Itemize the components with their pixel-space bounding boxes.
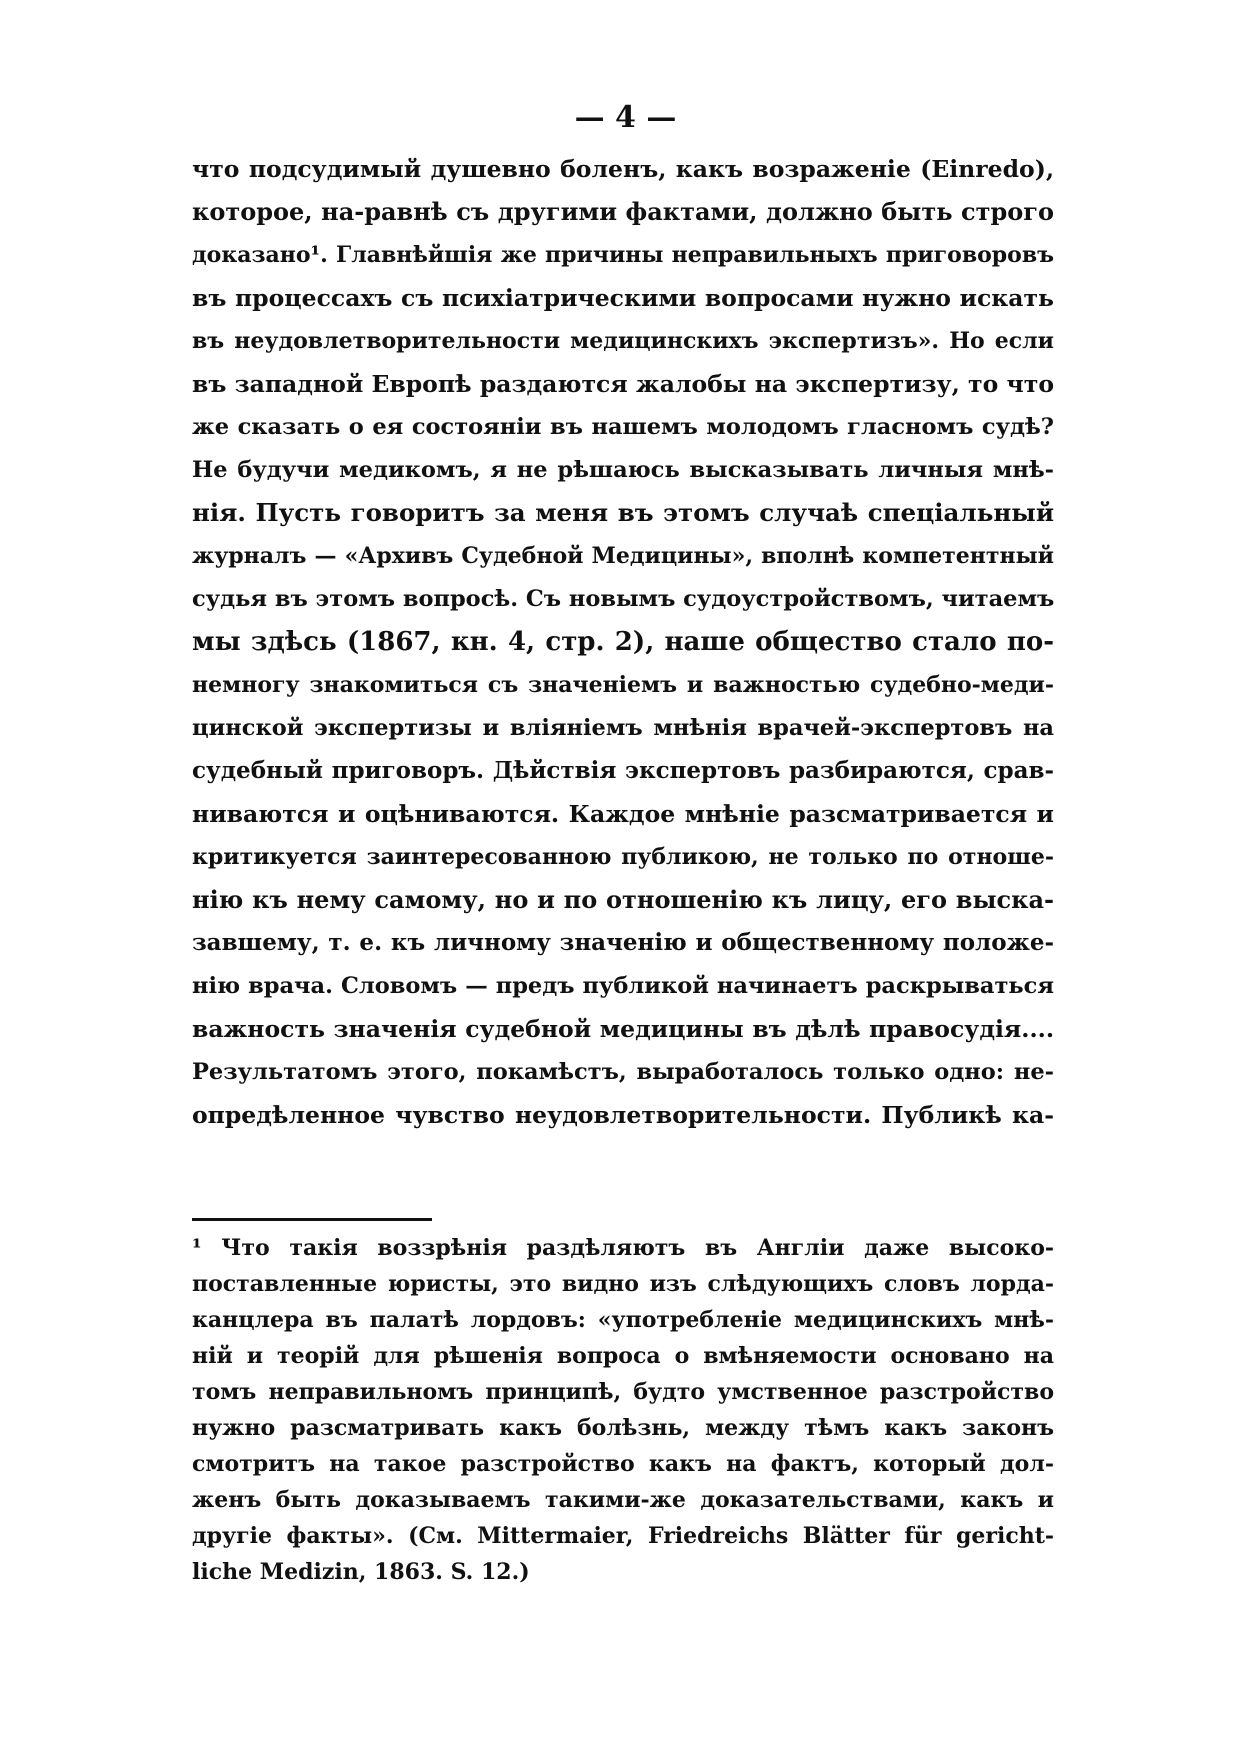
text-line: нію къ нему самому, но и по отношенію къ лицу, его выска- bbox=[192, 885, 1054, 914]
text-line: критикуется заинтересованною публикою, не только по отноше- bbox=[192, 844, 1054, 870]
text-line: журналъ — «Архивъ Судебной Медицины», вполнѣ компетентный bbox=[192, 543, 1054, 569]
footnote-line: поставленные юристы, это видно изъ слѣдующихъ словъ лорда- bbox=[192, 1271, 1054, 1297]
text-line: судья въ этомъ вопросѣ. Съ новымъ судоустройствомъ, читаемъ bbox=[192, 586, 1055, 612]
text-line: нію врача. Словомъ — предъ публикой начинаетъ раскрываться bbox=[192, 973, 1054, 999]
footnote-line: liche Medizin, 1863. S. 12.) bbox=[192, 1559, 530, 1585]
footnote-line: другіе факты». (См. Mittermaier, Friedreichs Blätter für gericht- bbox=[192, 1523, 1054, 1549]
text-line: цинской экспертизы и вліяніемъ мнѣнія врачей-экспертовъ на bbox=[192, 715, 1054, 741]
text-line: немногу знакомиться съ значеніемъ и важностью судебно-меди- bbox=[192, 672, 1054, 698]
footnote-line: ¹ Что такія воззрѣнія раздѣляютъ въ Англіи даже высоко- bbox=[192, 1235, 1054, 1261]
text-line: доказано¹. Главнѣйшія же причины неправильныхъ приговоровъ bbox=[192, 242, 1054, 268]
text-line: которое, на-равнѣ съ другими фактами, должно быть строго bbox=[192, 197, 1054, 226]
text-line: же сказать о ея состояніи въ нашемъ молодомъ гласномъ судѣ? bbox=[192, 414, 1054, 440]
text-line: важность значенія судебной медицины въ дѣлѣ правосудія.... bbox=[192, 1015, 1054, 1043]
text-line: въ неудовлетворительности медицинскихъ экспертизъ». Но если bbox=[192, 328, 1054, 354]
text-line: нія. Пусть говоритъ за меня въ этомъ случаѣ спеціальный bbox=[192, 498, 1054, 527]
text-line: мы здѣсь (1867, кн. 4, стр. 2), наше общество стало по- bbox=[192, 627, 1054, 657]
text-line: ниваются и оцѣниваются. Каждое мнѣніе разсматривается и bbox=[192, 800, 1054, 828]
text-line: завшему, т. е. къ личному значенію и общественному положе- bbox=[192, 929, 1054, 956]
text-line: что подсудимый душевно боленъ, какъ возраженіе (Einredo), bbox=[192, 155, 1054, 183]
text-line: въ процессахъ съ психіатрическими вопросами нужно искать bbox=[192, 284, 1054, 312]
footnote-divider bbox=[192, 1218, 432, 1221]
footnote-line: томъ неправильномъ принципѣ, будто умственное разстройство bbox=[192, 1379, 1054, 1405]
text-line: Результатомъ этого, покамѣстъ, выработалось только одно: не- bbox=[192, 1059, 1054, 1085]
text-line: въ западной Европѣ раздаются жалобы на экспертизу, то что bbox=[192, 370, 1054, 398]
footnote-line: нужно разсматривать какъ болѣзнь, между тѣмъ какъ законъ bbox=[192, 1415, 1054, 1441]
text-line: опредѣленное чувство неудовлетворительности. Публикѣ ка- bbox=[192, 1101, 1054, 1129]
footnote-line: смотритъ на такое разстройство какъ на фактъ, который дол- bbox=[192, 1451, 1054, 1477]
text-line: судебный приговоръ. Дѣйствія экспертовъ разбираются, срав- bbox=[192, 757, 1054, 784]
footnote-line: канцлера въ палатѣ лордовъ: «употребленіе медицинскихъ мнѣ- bbox=[192, 1307, 1054, 1333]
footnote-line: женъ быть доказываемъ такими-же доказательствами, какъ и bbox=[192, 1487, 1054, 1513]
footnote-line: ній и теорій для рѣшенія вопроса о вмѣняемости основано на bbox=[192, 1343, 1054, 1369]
page-number: — 4 — bbox=[574, 100, 677, 135]
text-line: Не будучи медикомъ, я не рѣшаюсь высказывать личныя мнѣ- bbox=[192, 457, 1054, 483]
